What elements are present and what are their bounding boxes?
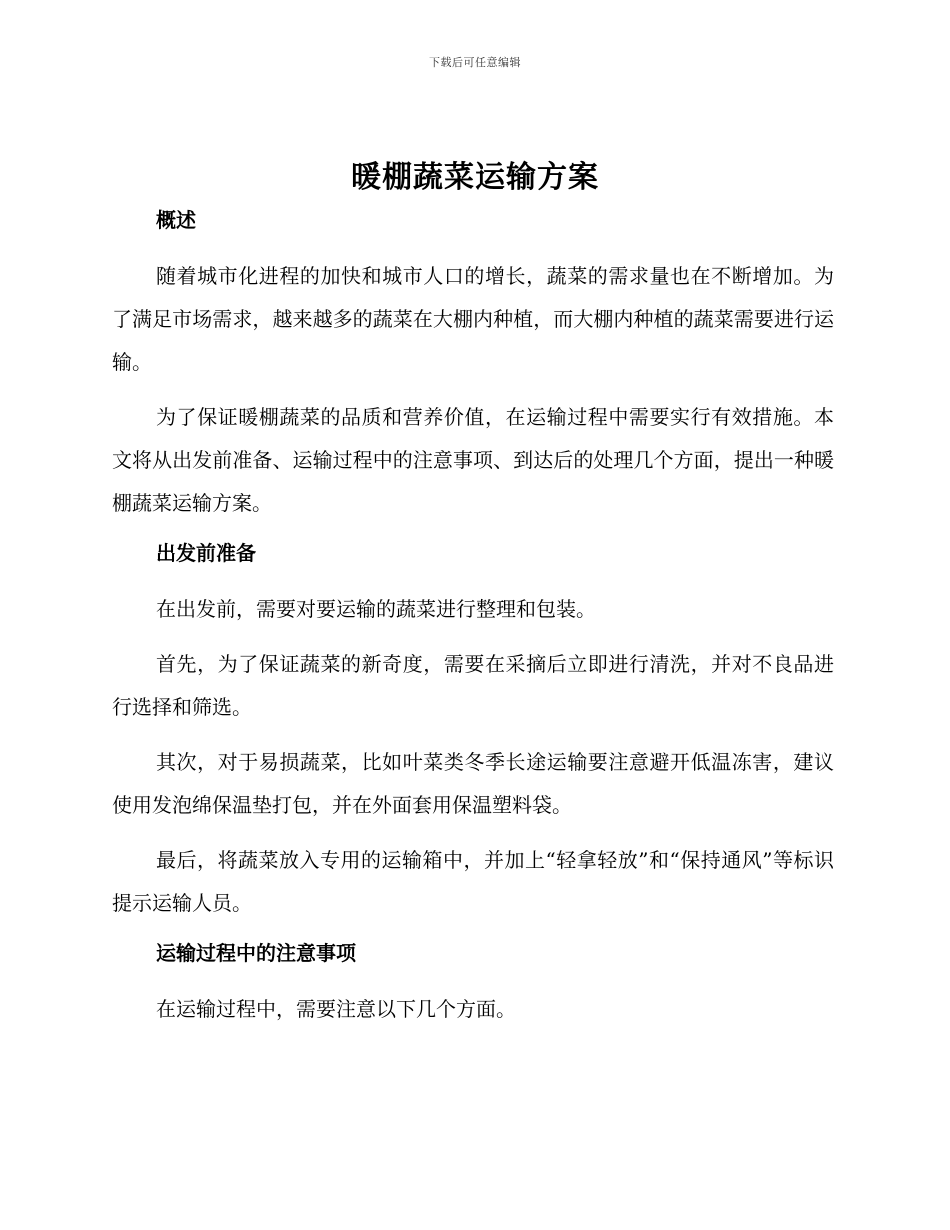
paragraph: 最后，将蔬菜放入专用的运输箱中，并加上“轻拿轻放”和“保持通风”等标识提示运输人员。 bbox=[112, 848, 834, 915]
paragraph: 其次，对于易损蔬菜，比如叶菜类冬季长途运输要注意避开低温冻害，建议使用发泡绵保温垫打包，并在外面套用保温塑料袋。 bbox=[112, 750, 834, 817]
paragraph: 在出发前，需要对要运输的蔬菜进行整理和包装。 bbox=[156, 597, 596, 621]
paragraph: 随着城市化进程的加快和城市人口的增长，蔬菜的需求量也在不断增加。为了满足市场需求，越来越多的蔬菜在大棚内种植，而大棚内种植的蔬菜需要进行运输。 bbox=[112, 264, 834, 374]
document-body bbox=[112, 204, 834, 1043]
header-note: 下载后可任意编辑 bbox=[429, 56, 521, 69]
section-heading-overview: 概述 bbox=[156, 208, 196, 232]
paragraph: 首先，为了保证蔬菜的新奇度，需要在采摘后立即进行清洗，并对不良品进行选择和筛选。 bbox=[112, 652, 834, 719]
document-title: 暖棚蔬菜运输方案 bbox=[351, 160, 599, 195]
section-heading-transport-notes: 运输过程中的注意事项 bbox=[156, 941, 356, 965]
paragraph: 在运输过程中，需要注意以下几个方面。 bbox=[156, 997, 516, 1021]
section-heading-preparation: 出发前准备 bbox=[156, 541, 256, 565]
paragraph: 为了保证暖棚蔬菜的品质和营养价值，在运输过程中需要实行有效措施。本文将从出发前准备、运输过程中的注意事项、到达后的处理几个方面，提出一种暖棚蔬菜运输方案。 bbox=[112, 405, 834, 515]
